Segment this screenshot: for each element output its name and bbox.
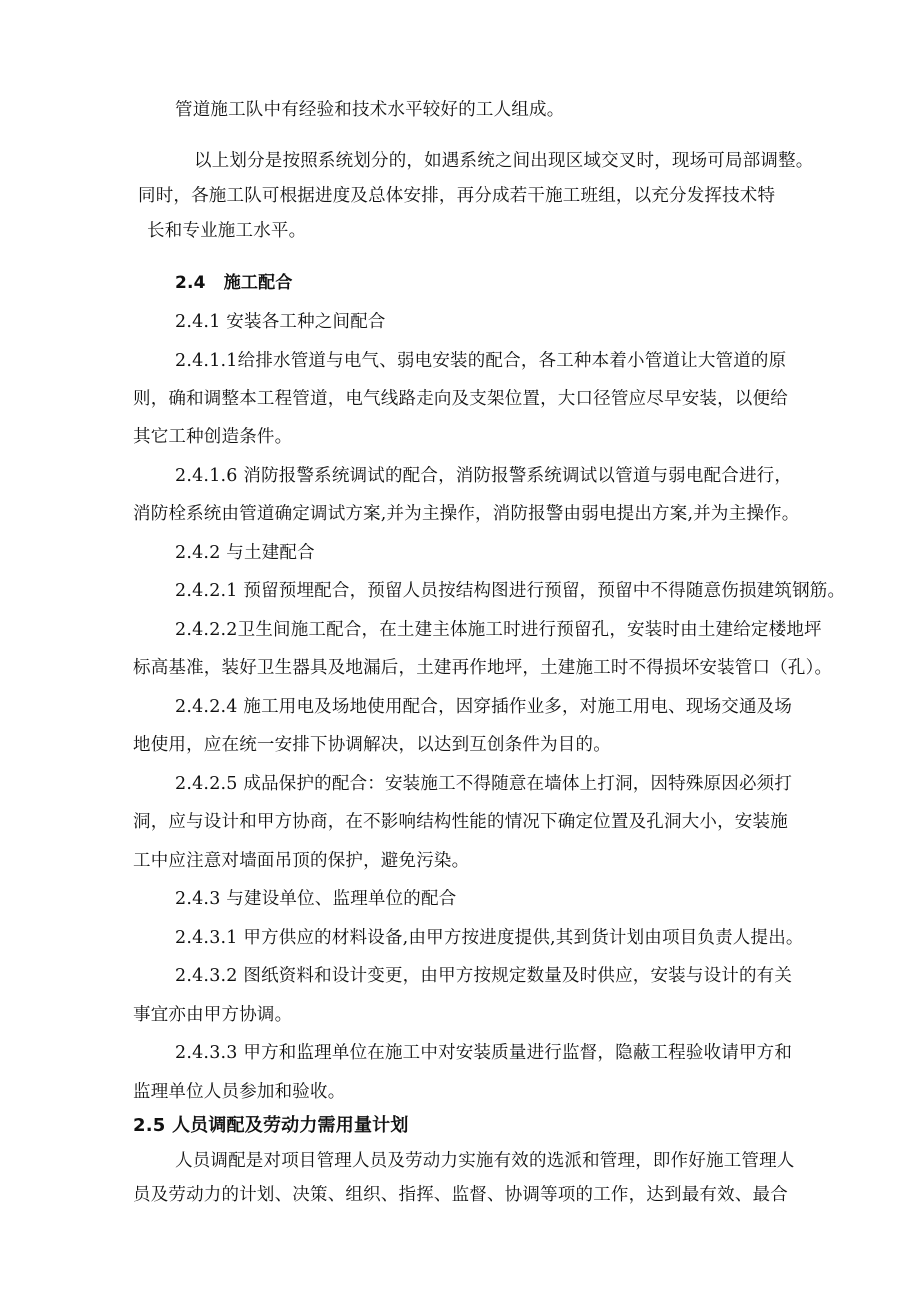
paragraph-line: 标高基准，装好卫生器具及地漏后，土建再作地坪，土建施工时不得损坏安装管口（孔）。: [133, 658, 833, 678]
paragraph-line: 则，确和调整本工程管道，电气线路走向及支架位置，大口径管应尽早安装，以便给: [133, 389, 788, 409]
section-heading-2-5: 2.5 人员调配及劳动力需用量计划: [133, 1115, 409, 1136]
paragraph-line: 事宜亦由甲方协调。: [133, 1005, 293, 1025]
paragraph-line: 2.4.2.4 施工用电及场地使用配合，因穿插作业多，对施工用电、现场交通及场: [175, 697, 793, 717]
paragraph-line: 2.4.2.2卫生间施工配合，在土建主体施工时进行预留孔，安装时由土建给定楼地坪: [175, 620, 822, 640]
subsection-heading: 2.4.2 与土建配合: [175, 543, 315, 563]
subsection-heading: 2.4.1 安装各工种之间配合: [175, 312, 386, 332]
paragraph-line: 监理单位人员参加和验收。: [133, 1082, 346, 1102]
paragraph-line: 地使用，应在统一安排下协调解决，以达到互创条件为目的。: [133, 735, 611, 755]
paragraph-line: 2.4.3.3 甲方和监理单位在施工中对安装质量进行监督，隐蔽工程验收请甲方和: [175, 1043, 793, 1063]
paragraph-line: 2.4.2.5 成品保护的配合：安装施工不得随意在墙体上打洞，因特殊原因必须打: [175, 774, 793, 794]
subsection-heading: 2.4.3 与建设单位、监理单位的配合: [175, 889, 457, 909]
paragraph-line: 人员调配是对项目管理人员及劳动力实施有效的选派和管理，即作好施工管理人: [175, 1151, 795, 1171]
paragraph-line: 长和专业施工水平。: [147, 221, 307, 241]
paragraph-line: 2.4.2.1 预留预埋配合，预留人员按结构图进行预留，预留中不得随意伤损建筑钢筋。: [175, 581, 846, 601]
paragraph-line: 工中应注意对墙面吊顶的保护，避免污染。: [133, 851, 470, 871]
paragraph-line: 2.4.3.1 甲方供应的材料设备,由甲方按进度提供,其到货计划由项目负责人提出。: [175, 928, 804, 948]
paragraph-line: 2.4.1.6 消防报警系统调试的配合，消防报警系统调试以管道与弱电配合进行，: [175, 466, 793, 486]
section-number: 2.4: [175, 273, 206, 293]
paragraph-line: 管道施工队中有经验和技术水平较好的工人组成。: [175, 100, 565, 120]
section-title: 施工配合: [223, 273, 293, 293]
section-heading-2-4: [175, 271, 293, 295]
paragraph-line: 2.4.3.2 图纸资料和设计变更，由甲方按规定数量及时供应，安装与设计的有关: [175, 966, 793, 986]
paragraph-line: 同时，各施工队可根据进度及总体安排，再分成若干施工班组，以充分发挥技术特: [138, 186, 776, 206]
paragraph-line: 员及劳动力的计划、决策、组织、指挥、监督、协调等项的工作，达到最有效、最合: [133, 1185, 788, 1205]
paragraph-line: 2.4.1.1给排水管道与电气、弱电安装的配合，各工种本着小管道让大管道的原: [175, 351, 787, 371]
paragraph-line: 洞，应与设计和甲方协商，在不影响结构性能的情况下确定位置及孔洞大小，安装施: [133, 812, 788, 832]
paragraph-line: 其它工种创造条件。: [133, 427, 293, 447]
paragraph-line: 以上划分是按照系统划分的，如遇系统之间出现区域交叉时，现场可局部调整。: [194, 151, 814, 171]
paragraph-line: 消防栓系统由管道确定调试方案,并为主操作，消防报警由弱电提出方案,并为主操作。: [133, 504, 800, 524]
